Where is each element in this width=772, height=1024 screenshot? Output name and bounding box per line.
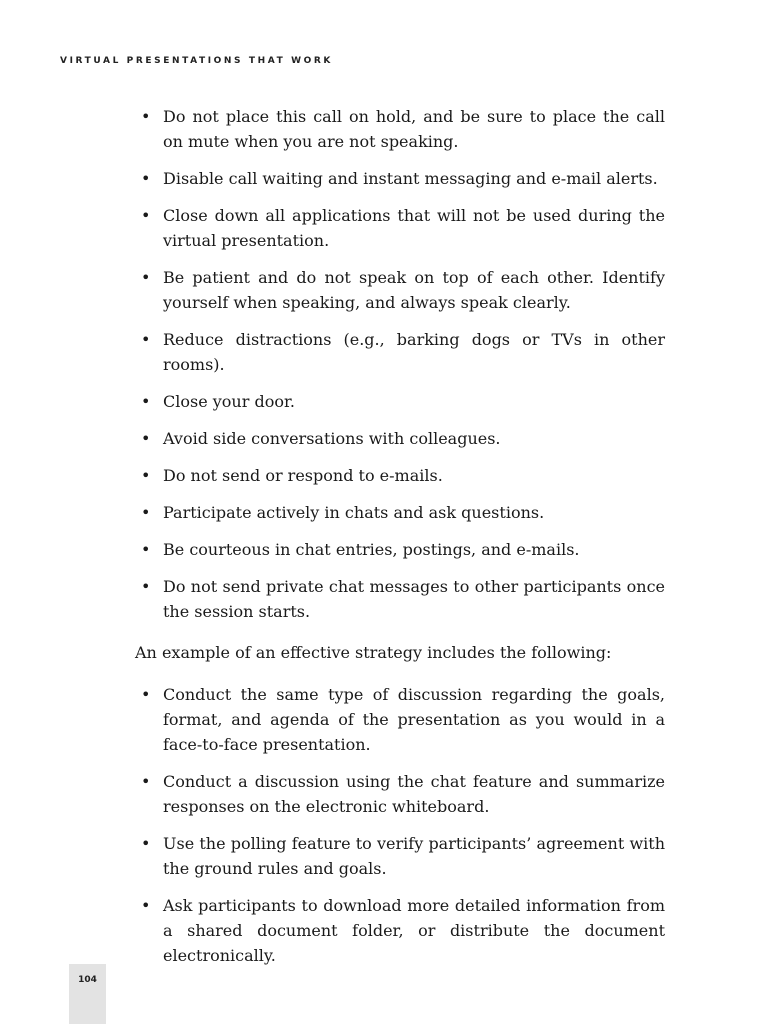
bullet-icon: • — [141, 896, 151, 915]
bullet-icon: • — [141, 429, 151, 448]
list-item — [135, 769, 665, 819]
intro-paragraph: An example of an effective strategy includes the following: — [135, 643, 612, 662]
list-item — [135, 893, 665, 968]
list-item-text: Close down all applications that will not be used during the virtual presentation. — [163, 206, 665, 250]
list-item-text: Use the polling feature to verify participants’ agreement with the ground rules and goals. — [163, 834, 665, 878]
list-item — [135, 574, 665, 624]
list-item — [135, 327, 665, 377]
bullet-list-strategy — [135, 682, 665, 968]
list-item — [135, 500, 665, 525]
running-head: VIRTUAL PRESENTATIONS THAT WORK — [60, 56, 333, 66]
bullet-list-guidelines — [135, 104, 665, 624]
list-item — [135, 265, 665, 315]
bullet-icon: • — [141, 169, 151, 188]
bullet-icon: • — [141, 772, 151, 791]
bullet-icon: • — [141, 330, 151, 349]
list-item-text: Conduct the same type of discussion regarding the goals, format, and agenda of the presentation as you would in a face-to-face presentation. — [163, 685, 665, 754]
list-item-text: Close your door. — [163, 392, 295, 411]
list-item — [135, 537, 665, 562]
bullet-icon: • — [141, 268, 151, 287]
list-item — [135, 426, 665, 451]
list-item-text: Conduct a discussion using the chat feature and summarize responses on the electronic whiteboard. — [163, 772, 665, 816]
page-number-tab — [69, 964, 106, 1024]
list-item-text: Ask participants to download more detailed information from a shared document folder, or distribute the document electronically. — [163, 896, 665, 965]
bullet-icon: • — [141, 107, 151, 126]
bullet-icon: • — [141, 577, 151, 596]
list-item-text: Participate actively in chats and ask questions. — [163, 503, 545, 522]
list-item — [135, 389, 665, 414]
page-number: 104 — [78, 975, 97, 985]
list-item-text: Reduce distractions (e.g., barking dogs or TVs in other rooms). — [163, 330, 665, 374]
list-item-text: Be patient and do not speak on top of each other. Identify yourself when speaking, and always speak clearly. — [163, 268, 665, 312]
bullet-icon: • — [141, 834, 151, 853]
list-item — [135, 104, 665, 154]
list-item-text: Disable call waiting and instant messaging and e-mail alerts. — [163, 169, 658, 188]
list-item — [135, 831, 665, 881]
bullet-icon: • — [141, 503, 151, 522]
bullet-icon: • — [141, 466, 151, 485]
list-item — [135, 203, 665, 253]
list-item-text: Be courteous in chat entries, postings, and e-mails. — [163, 540, 580, 559]
list-item-text: Do not place this call on hold, and be sure to place the call on mute when you are not speaking. — [163, 107, 665, 151]
list-item-text: Do not send private chat messages to other participants once the session starts. — [163, 577, 665, 621]
list-item — [135, 166, 665, 191]
bullet-icon: • — [141, 206, 151, 225]
bullet-icon: • — [141, 540, 151, 559]
body-content — [135, 104, 665, 980]
list-item-text: Do not send or respond to e-mails. — [163, 466, 443, 485]
list-item — [135, 463, 665, 488]
bullet-icon: • — [141, 685, 151, 704]
list-item — [135, 682, 665, 757]
bullet-icon: • — [141, 392, 151, 411]
list-item-text: Avoid side conversations with colleagues. — [163, 429, 501, 448]
